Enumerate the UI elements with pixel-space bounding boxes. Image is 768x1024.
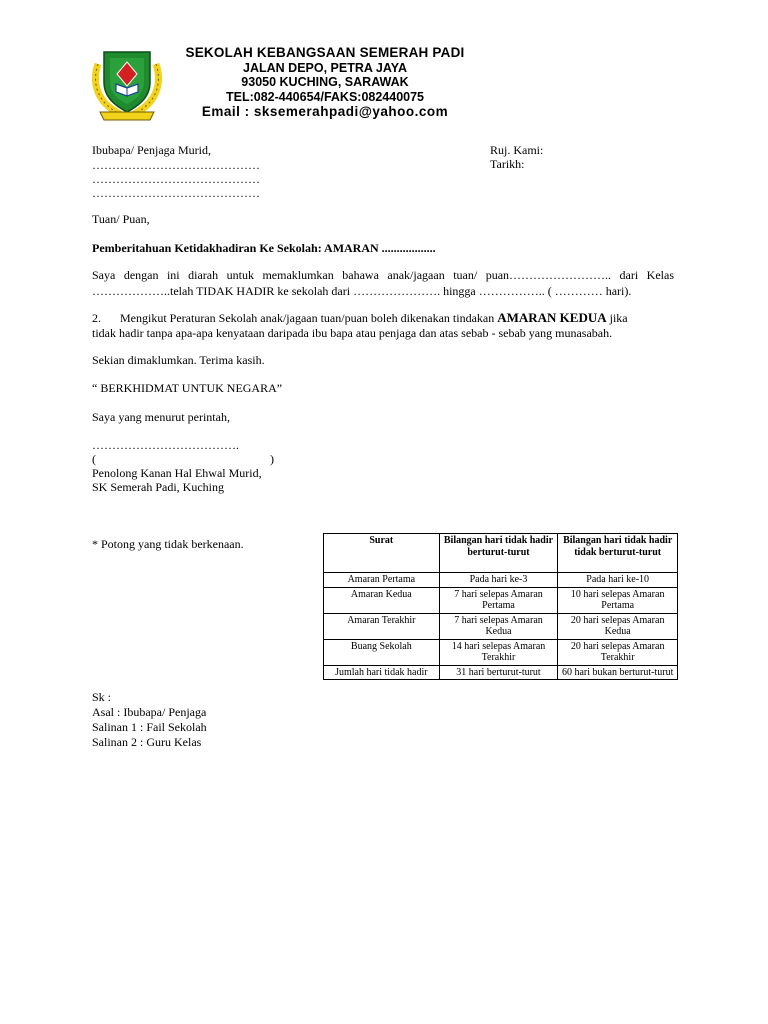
school-crest-logo [90,42,164,122]
note-text: * Potong yang tidak berkenaan. [92,537,244,551]
school-name: SEKOLAH KEBANGSAAN SEMERAH PADI [185,45,465,60]
recipient-line-1: …………………………………… [92,158,260,172]
school-address-line2: 93050 KUCHING, SARAWAK [241,75,409,89]
signature-line: ………………………………. [92,438,239,452]
signatory-role: Penolong Kanan Hal Ehwal Murid, [92,466,262,480]
table-cell: 20 hari selepas Amaran Terakhir [558,639,678,665]
table-cell: Pada hari ke-3 [439,573,558,588]
table-cell: Amaran Kedua [324,587,440,613]
school-email: Email : sksemerahpadi@yahoo.com [201,104,449,119]
letter-subject: Pemberitahuan Ketidakhadiran Ke Sekolah: AMARAN .................. [92,241,436,255]
table-row [324,573,678,588]
table-cell: Jumlah hari tidak hadir [324,665,440,680]
table-cell: Amaran Terakhir [324,613,440,639]
table-header-cell: Bilangan hari tidak hadir berturut-turut [439,534,558,573]
copies-label: Sk : [92,690,112,704]
motto: “ BERKHIDMAT UNTUK NEGARA” [92,381,283,395]
table-row [324,613,678,639]
table-header-cell: Surat [324,534,440,573]
recipient-line-3: …………………………………… [92,186,260,200]
reference-label: Ruj. Kami: [490,143,544,157]
salutation: Tuan/ Puan, [92,212,150,226]
table-cell: Pada hari ke-10 [558,573,678,588]
warning-schedule-table [323,533,678,680]
table-header-row [324,534,678,573]
table-cell: Buang Sekolah [324,639,440,665]
table-cell: 10 hari selepas Amaran Pertama [558,587,678,613]
table-row [324,665,678,680]
table-row [324,587,678,613]
date-label: Tarikh: [490,157,525,171]
copy-2: Salinan 2 : Guru Kelas [92,735,202,749]
signature-paren-close: ) [270,452,274,466]
table-cell: 31 hari berturut-turut [439,665,558,680]
signature-paren-open: ( [92,452,96,466]
table-header-cell: Bilangan hari tidak hadir tidak berturut-turut [558,534,678,573]
table-cell: 60 hari bukan berturut-turut [558,665,678,680]
table-cell: 7 hari selepas Amaran Kedua [439,613,558,639]
paragraph-1-line-2: ………………..telah TIDAK HADIR ke sekolah dari …………………. hingga …………….. ( ………… hari). [92,284,632,298]
table-cell: 7 hari selepas Amaran Pertama [439,587,558,613]
table-cell: 14 hari selepas Amaran Terakhir [439,639,558,665]
table-cell: 20 hari selepas Amaran Kedua [558,613,678,639]
paragraph-2-bold: AMARAN KEDUA [497,310,607,325]
table-row [324,639,678,665]
paragraph-1-line-1: Saya dengan ini diarah untuk memaklumkan bahawa anak/jagaan tuan/ puan…………………….. dari Kelas [92,268,674,282]
table-cell: Amaran Pertama [324,573,440,588]
copy-1: Salinan 1 : Fail Sekolah [92,720,207,734]
school-address-line1: JALAN DEPO, PETRA JAYA [243,61,407,75]
signatory-school: SK Semerah Padi, Kuching [92,480,224,494]
school-phone-fax: TEL:082-440654/FAKS:082440075 [225,90,425,104]
copy-original: Asal : Ibubapa/ Penjaga [92,705,207,719]
paragraph-2-post: jika [609,311,628,325]
closing-text: Sekian dimaklumkan. Terima kasih. [92,353,265,367]
recipient-line-2: …………………………………… [92,172,260,186]
paragraph-2-number: 2. [92,311,101,325]
paragraph-2-line-2: tidak hadir tanpa apa-apa kenyataan daripada ibu bapa atau penjaga dan atas sebab - sebab yang munasabah. [92,326,613,340]
recipient-title: Ibubapa/ Penjaga Murid, [92,143,211,157]
paragraph-2-line-1 [120,311,628,325]
signoff: Saya yang menurut perintah, [92,410,230,424]
paragraph-2-pre: Mengikut Peraturan Sekolah anak/jagaan tuan/puan boleh dikenakan tindakan [120,311,495,325]
